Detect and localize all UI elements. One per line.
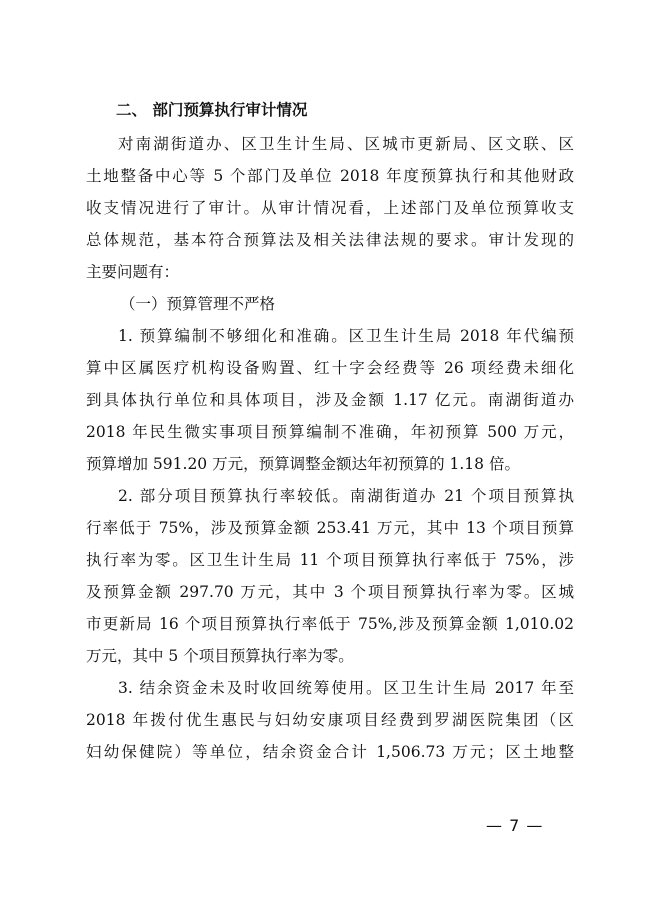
- item-3-paragraph: [86, 672, 574, 768]
- paragraph-line: 土地整备中心等 5 个部门及单位 2018 年度预算执行和其他财政: [86, 167, 574, 185]
- paragraph-line: 3. 结余资金未及时收回统筹使用。区卫生计生局 2017 年至: [118, 679, 574, 697]
- paragraph-line: 2018 年民生微实事项目预算编制不准确，年初预算 500 万元，: [86, 423, 574, 441]
- item-2-paragraph: [86, 480, 574, 672]
- subsection-heading: （一）预算管理不严格: [120, 295, 276, 313]
- paragraph-line: 到具体执行单位和具体项目，涉及金额 1.17 亿元。南湖街道办: [86, 391, 574, 409]
- paragraph-line: 及预算金额 297.70 万元，其中 3 个项目预算执行率为零。区城: [86, 583, 574, 601]
- paragraph-line: 主要问题有：: [86, 263, 180, 281]
- intro-paragraph: [86, 128, 574, 288]
- paragraph-line: 2. 部分项目预算执行率较低。南湖街道办 21 个项目预算执: [118, 487, 574, 505]
- paragraph-line: 执行率为零。区卫生计生局 11 个项目预算执行率低于 75%，涉: [86, 551, 574, 569]
- paragraph-line: 妇幼保健院）等单位，结余资金合计 1,506.73 万元；区土地整: [86, 743, 574, 761]
- page-number: — 7 —: [486, 816, 544, 835]
- document-body: [86, 92, 574, 768]
- paragraph-line: 万元，其中 5 个项目预算执行率为零。: [86, 647, 354, 665]
- paragraph-line: 总体规范，基本符合预算法及相关法律法规的要求。审计发现的: [86, 231, 574, 249]
- paragraph-line: 1. 预算编制不够细化和准确。区卫生计生局 2018 年代编预: [118, 327, 574, 345]
- paragraph-line: 收支情况进行了审计。从审计情况看，上述部门及单位预算收支: [86, 199, 574, 217]
- paragraph-line: 2018 年拨付优生惠民与妇幼安康项目经费到罗湖医院集团（区: [86, 711, 574, 729]
- paragraph-line: 行率低于 75%，涉及预算金额 253.41 万元，其中 13 个项目预算: [86, 519, 574, 537]
- item-1-paragraph: [86, 320, 574, 480]
- paragraph-line: 对南湖街道办、区卫生计生局、区城市更新局、区文联、区: [118, 135, 574, 153]
- paragraph-line: 市更新局 16 个项目预算执行率低于 75%,涉及预算金额 1,010.02: [86, 615, 574, 633]
- paragraph-line: 算中区属医疗机构设备购置、红十字会经费等 26 项经费未细化: [86, 359, 574, 377]
- paragraph-line: 预算增加 591.20 万元，预算调整金额达年初预算的 1.18 倍。: [86, 455, 520, 473]
- section-heading: 二、 部门预算执行审计情况: [116, 101, 308, 119]
